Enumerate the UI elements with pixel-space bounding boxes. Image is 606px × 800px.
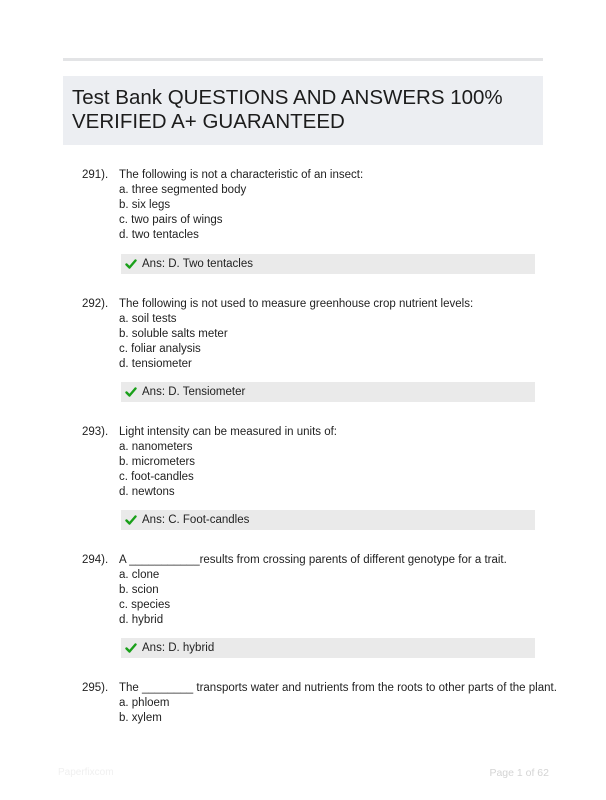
question-body — [119, 681, 557, 726]
option-a: a. soil tests — [119, 313, 177, 325]
answer-text: Ans: D. hybrid — [142, 642, 215, 654]
answer-text: Ans: C. Foot-candles — [142, 514, 250, 526]
question-number: 291). — [82, 169, 109, 181]
checkmark-icon — [125, 642, 137, 654]
option-b: b. scion — [119, 584, 159, 596]
question-text: The following is not used to measure greenhouse crop nutrient levels: — [119, 298, 474, 310]
checkmark-icon — [125, 258, 137, 270]
question-number: 295). — [82, 682, 109, 694]
question-text: A ___________results from crossing parents of different genotype for a trait. — [119, 554, 507, 566]
checkmark-icon — [125, 386, 137, 398]
question-body — [119, 553, 539, 628]
question-text: The ________ transports water and nutrients from the roots to other parts of the plant. — [119, 682, 557, 694]
option-c: c. species — [119, 599, 171, 611]
option-a: a. nanometers — [119, 441, 193, 453]
question-number: 293). — [82, 426, 109, 438]
option-c: c. foliar analysis — [119, 343, 201, 355]
question-number: 292). — [82, 298, 109, 310]
option-a: a. clone — [119, 569, 160, 581]
option-d: d. hybrid — [119, 614, 164, 626]
top-divider — [63, 58, 543, 61]
option-d: d. two tentacles — [119, 229, 199, 241]
answer-box-292 — [121, 382, 535, 402]
answer-box-294 — [121, 638, 535, 658]
option-d: d. tensiometer — [119, 358, 192, 370]
checkmark-icon — [125, 514, 137, 526]
answer-box-291 — [121, 254, 535, 274]
option-a: a. three segmented body — [119, 184, 247, 196]
page-counter: Page 1 of 62 — [489, 767, 549, 779]
title-banner — [63, 76, 543, 145]
option-b: b. xylem — [119, 712, 162, 724]
question-text: Light intensity can be measured in units of: — [119, 426, 337, 438]
option-d: d. newtons — [119, 486, 175, 498]
footer-site-watermark: Paperfixcom — [58, 767, 114, 778]
option-c: c. foot-candles — [119, 471, 194, 483]
option-a: a. phloem — [119, 697, 170, 709]
question-body — [119, 297, 539, 372]
page-title-line-1: Test Bank QUESTIONS AND ANSWERS 100% — [72, 86, 503, 109]
answer-text: Ans: D. Tensiometer — [142, 386, 246, 398]
question-number: 294). — [82, 554, 109, 566]
answer-box-293 — [121, 510, 535, 530]
option-b: b. soluble salts meter — [119, 328, 228, 340]
question-body — [119, 425, 539, 500]
option-b: b. micrometers — [119, 456, 196, 468]
option-c: c. two pairs of wings — [119, 214, 223, 226]
page-title-line-2: VERIFIED A+ GUARANTEED — [72, 110, 345, 133]
question-text: The following is not a characteristic of an insect: — [119, 169, 364, 181]
option-b: b. six legs — [119, 199, 171, 211]
question-body — [119, 168, 539, 243]
answer-text: Ans: D. Two tentacles — [142, 258, 254, 270]
